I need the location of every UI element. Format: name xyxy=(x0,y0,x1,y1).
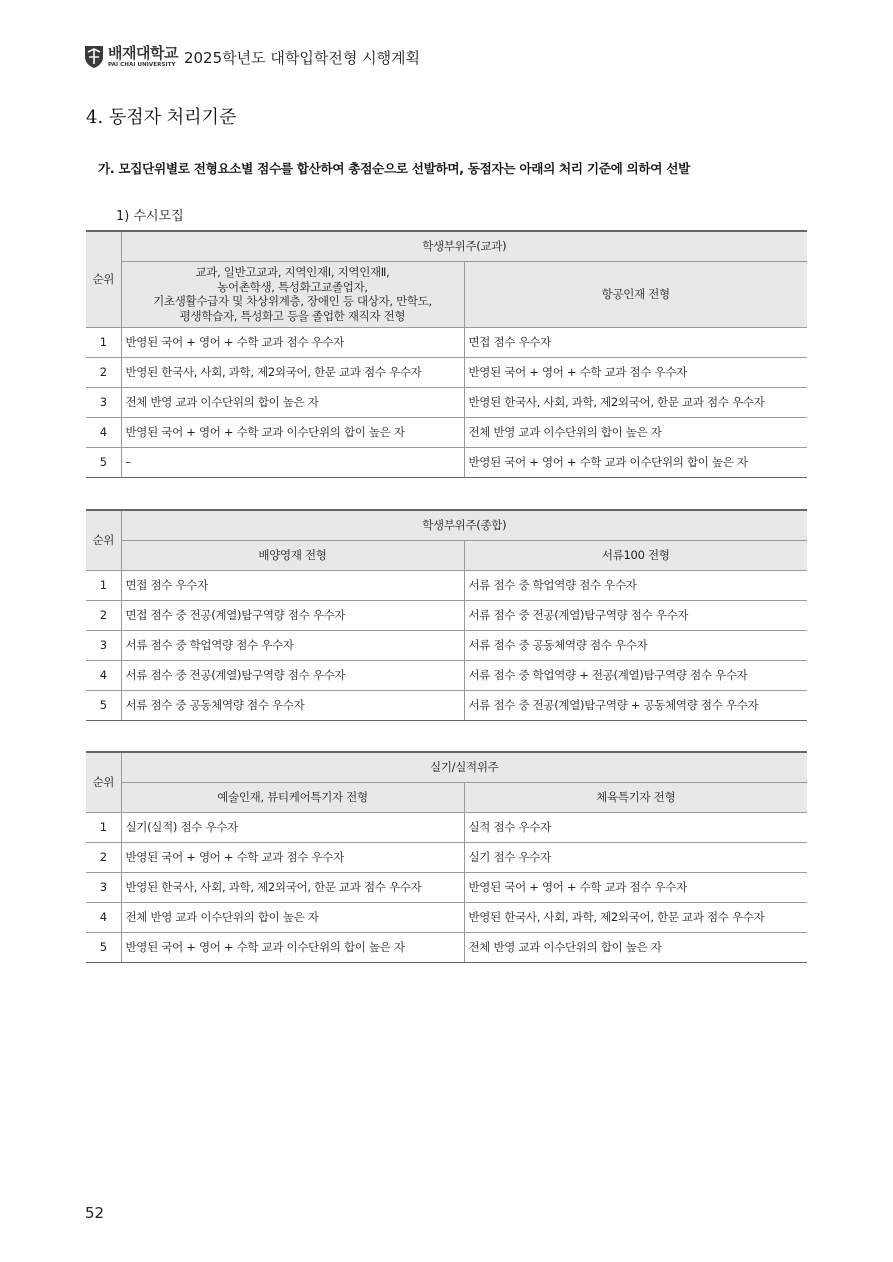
table-row xyxy=(86,447,807,477)
criteria-cell: 반영된 한국사, 사회, 과학, 제2외국어, 한문 교과 점수 우수자 xyxy=(464,387,807,417)
page-header xyxy=(84,40,420,74)
table-row xyxy=(86,417,807,447)
column-header: 항공인재 전형 xyxy=(464,261,807,327)
rank-cell: 1 xyxy=(86,570,121,600)
table-row xyxy=(86,660,807,690)
criteria-cell: 전체 반영 교과 이수단위의 합이 높은 자 xyxy=(464,417,807,447)
criteria-cell: 반영된 국어 + 영어 + 수학 교과 이수단위의 합이 높은 자 xyxy=(121,417,464,447)
criteria-cell: 실적 점수 우수자 xyxy=(464,812,807,842)
criteria-cell: 서류 점수 중 공동체역량 점수 우수자 xyxy=(121,690,464,720)
table-row xyxy=(86,812,807,842)
rank-header: 순위 xyxy=(86,510,121,570)
rank-cell: 3 xyxy=(86,872,121,902)
table-row xyxy=(86,902,807,932)
rank-cell: 5 xyxy=(86,447,121,477)
criteria-cell: 서류 점수 중 학업역량 점수 우수자 xyxy=(464,570,807,600)
criteria-cell: 반영된 국어 + 영어 + 수학 교과 점수 우수자 xyxy=(464,357,807,387)
column-header: 체육특기자 전형 xyxy=(464,782,807,812)
criteria-cell: 전체 반영 교과 이수단위의 합이 높은 자 xyxy=(464,932,807,962)
page-number: 52 xyxy=(85,1204,105,1222)
table-row xyxy=(86,600,807,630)
group-header: 학생부위주(종합) xyxy=(121,510,807,540)
logo-english-name: PAI CHAI UNIVERSITY xyxy=(108,61,176,68)
table-row xyxy=(86,327,807,357)
rank-cell: 4 xyxy=(86,417,121,447)
criteria-cell: 반영된 국어 + 영어 + 수학 교과 점수 우수자 xyxy=(121,327,464,357)
criteria-cell: 반영된 한국사, 사회, 과학, 제2외국어, 한문 교과 점수 우수자 xyxy=(464,902,807,932)
criteria-cell: 서류 점수 중 공동체역량 점수 우수자 xyxy=(464,630,807,660)
column-header: 예술인재, 뷰티케어특기자 전형 xyxy=(121,782,464,812)
rank-cell: 5 xyxy=(86,690,121,720)
table-row xyxy=(86,570,807,600)
group-header: 실기/실적위주 xyxy=(121,752,807,782)
rank-cell: 5 xyxy=(86,932,121,962)
sub-title: 가. 모집단위별로 전형요소별 점수를 합산하여 총점순으로 선발하며, 동점자는 아래의 처리 기준에 의하여 선발 xyxy=(98,161,690,176)
section-title: 4. 동점자 처리기준 xyxy=(86,107,237,128)
table-row xyxy=(86,630,807,660)
column-header: 서류100 전형 xyxy=(464,540,807,570)
criteria-cell: 전체 반영 교과 이수단위의 합이 높은 자 xyxy=(121,902,464,932)
criteria-cell: 서류 점수 중 전공(계열)탐구역량 점수 우수자 xyxy=(121,660,464,690)
criteria-cell: – xyxy=(121,447,464,477)
tiebreak-table-comprehensive xyxy=(86,509,807,721)
table-row xyxy=(86,387,807,417)
criteria-cell: 반영된 국어 + 영어 + 수학 교과 이수단위의 합이 높은 자 xyxy=(464,447,807,477)
criteria-cell: 반영된 국어 + 영어 + 수학 교과 이수단위의 합이 높은 자 xyxy=(121,932,464,962)
criteria-cell: 전체 반영 교과 이수단위의 합이 높은 자 xyxy=(121,387,464,417)
criteria-cell: 반영된 국어 + 영어 + 수학 교과 점수 우수자 xyxy=(121,842,464,872)
criteria-cell: 서류 점수 중 전공(계열)탐구역량 점수 우수자 xyxy=(464,600,807,630)
criteria-cell: 서류 점수 중 학업역량 + 전공(계열)탐구역량 점수 우수자 xyxy=(464,660,807,690)
criteria-cell: 서류 점수 중 학업역량 점수 우수자 xyxy=(121,630,464,660)
criteria-cell: 면접 점수 우수자 xyxy=(121,570,464,600)
column-header: 배양영재 전형 xyxy=(121,540,464,570)
table-row xyxy=(86,842,807,872)
table-row xyxy=(86,872,807,902)
tiebreak-table-subject xyxy=(86,230,807,478)
column-header: 교과, 일반고교과, 지역인재Ⅰ, 지역인재Ⅱ, 농어촌학생, 특성화고교졸업자, 기초생활수급자 및 차상위계층, 장애인 등 대상자, 만학도, 평생학습자, 특성화고 등을 졸업한 재직자 전형 xyxy=(121,261,464,327)
criteria-cell: 면접 점수 중 전공(계열)탐구역량 점수 우수자 xyxy=(121,600,464,630)
table-row xyxy=(86,690,807,720)
group-header: 학생부위주(교과) xyxy=(121,231,807,261)
tiebreak-table-practical xyxy=(86,751,807,963)
rank-cell: 2 xyxy=(86,842,121,872)
rank-cell: 4 xyxy=(86,902,121,932)
criteria-cell: 실기 점수 우수자 xyxy=(464,842,807,872)
shield-icon xyxy=(84,45,104,69)
criteria-cell: 반영된 국어 + 영어 + 수학 교과 점수 우수자 xyxy=(464,872,807,902)
criteria-cell: 실기(실적) 점수 우수자 xyxy=(121,812,464,842)
table-row xyxy=(86,932,807,962)
rank-cell: 2 xyxy=(86,357,121,387)
document-title: 2025학년도 대학입학전형 시행계획 xyxy=(183,48,421,67)
item-title: 1) 수시모집 xyxy=(116,209,184,224)
rank-cell: 1 xyxy=(86,812,121,842)
rank-header: 순위 xyxy=(86,752,121,812)
rank-cell: 2 xyxy=(86,600,121,630)
criteria-cell: 면접 점수 우수자 xyxy=(464,327,807,357)
rank-cell: 3 xyxy=(86,630,121,660)
criteria-cell: 반영된 한국사, 사회, 과학, 제2외국어, 한문 교과 점수 우수자 xyxy=(121,357,464,387)
criteria-cell: 서류 점수 중 전공(계열)탐구역량 + 공동체역량 점수 우수자 xyxy=(464,690,807,720)
rank-cell: 3 xyxy=(86,387,121,417)
university-logo xyxy=(84,45,178,69)
table-row xyxy=(86,357,807,387)
rank-header: 순위 xyxy=(86,231,121,327)
rank-cell: 4 xyxy=(86,660,121,690)
criteria-cell: 반영된 한국사, 사회, 과학, 제2외국어, 한문 교과 점수 우수자 xyxy=(121,872,464,902)
rank-cell: 1 xyxy=(86,327,121,357)
logo-korean-name: 배재대학교 xyxy=(108,43,178,62)
